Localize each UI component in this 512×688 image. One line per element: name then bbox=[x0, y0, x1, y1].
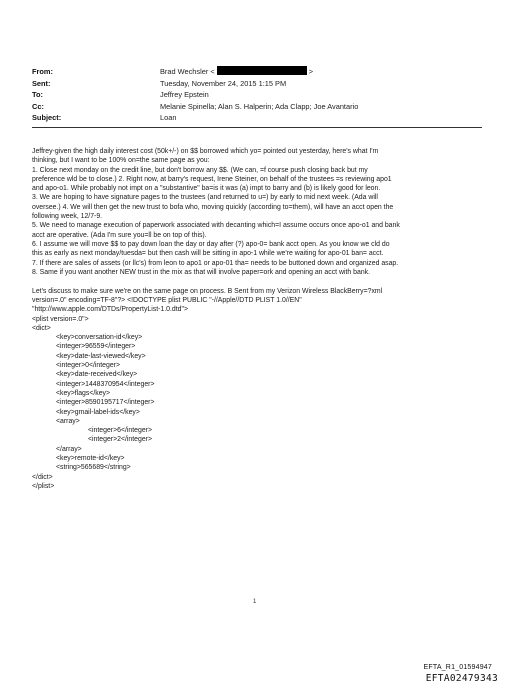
xml-line: <key>conversation-id</key> bbox=[56, 334, 143, 342]
body-line: this as early as next monday/tuesda= but then cash will be sitting in apo-1 while we're waiting for apo-01 ban= acct. bbox=[32, 250, 384, 258]
xml-line: Let's discuss to make sure we're on the same page on process. B Sent from my Verizon Wireless BlackBerry=?xml bbox=[32, 287, 383, 295]
subject-value: Loan bbox=[160, 113, 177, 122]
xml-line: </dict> bbox=[32, 473, 53, 481]
xml-line: <array> bbox=[56, 417, 80, 425]
xml-block bbox=[32, 287, 487, 492]
redaction-box bbox=[217, 66, 307, 75]
xml-line: <key>date-received</key> bbox=[56, 371, 138, 379]
page-number: 1 bbox=[253, 599, 257, 605]
body-line: thinking, but I want to be 100% on=the same page as you: bbox=[32, 157, 210, 165]
to-value: Jeffrey Epstein bbox=[160, 90, 209, 99]
from-value bbox=[160, 66, 313, 78]
from-label: From: bbox=[32, 67, 53, 76]
body-line: 5. We need to manage execution of paperwork associated with decanting which=I assume occurs once apo-o1 and bank bbox=[32, 222, 400, 230]
xml-line: "http://www.apple.com/DTDs/PropertyList-1.0.dtd"> bbox=[32, 306, 188, 314]
email-header bbox=[32, 66, 482, 124]
xml-line: <integer>96559</integer> bbox=[56, 343, 136, 351]
xml-line: <integer>2</integer> bbox=[88, 436, 152, 444]
xml-line: <key>remote-id</key> bbox=[56, 455, 125, 462]
paragraph-gap bbox=[32, 277, 487, 287]
to-label: To: bbox=[32, 90, 43, 99]
to-row bbox=[32, 89, 482, 101]
header-divider bbox=[32, 127, 482, 128]
xml-line: <key>gmail-label-ids</key> bbox=[56, 408, 140, 416]
xml-line: <plist version=.0"> bbox=[32, 315, 89, 323]
cc-label: Cc: bbox=[32, 101, 44, 111]
xml-line: </plist> bbox=[32, 482, 55, 490]
xml-line: <integer>1448370954</integer> bbox=[56, 380, 155, 388]
body-line: oversee.) 4. We will then get the new trust to bofa who, moving quickly (according to=them), will have an acct open the bbox=[32, 203, 394, 211]
xml-line: <integer>6</integer> bbox=[88, 427, 152, 435]
xml-line: <key>date-last-viewed</key> bbox=[56, 352, 146, 360]
body-line: 3. We are hoping to have signature pages to the trustees (and returned to u=) by early to mid next week. (Ada will bbox=[32, 194, 378, 202]
body-line: 6. I assume we will move $$ to pay down loan the day or day after (?) apo-0= bank acct open. As you know we cld do bbox=[32, 240, 390, 248]
body-line: 8. Same if you want another NEW trust in the mix as that will involve paper=ork and opening an acct with bank. bbox=[32, 268, 371, 276]
body-line: Jeffrey-given the high daily interest cost (50k+/-) on $$ borrowed which yo= pointed out yesterday, here's what I'm bbox=[32, 148, 379, 155]
cc-row bbox=[32, 101, 482, 113]
body-line: 1. Close next monday on the credit line, but don't borrow any $$. (We can, =f course push closing back but my bbox=[32, 166, 368, 174]
body-line: 7. If there are sales of assets (or llc's) from leon to apo1 or apo-01 tha= needs to be buttoned down and organized asap. bbox=[32, 259, 399, 267]
body-line: following week, 12/7-9. bbox=[32, 213, 103, 221]
subject-row bbox=[32, 112, 482, 124]
xml-line: <integer>0</integer> bbox=[56, 362, 120, 370]
sent-row bbox=[32, 78, 482, 90]
message-paragraph bbox=[32, 147, 487, 277]
sent-label: Sent: bbox=[32, 78, 51, 88]
bates-number-small: EFTA_R1_01594947 bbox=[423, 664, 492, 671]
from-row bbox=[32, 66, 482, 78]
xml-line: </array> bbox=[56, 445, 82, 453]
email-body bbox=[32, 147, 487, 491]
from-name: Brad Wechsler < bbox=[160, 67, 215, 76]
cc-value: Melanie Spinella; Alan S. Halperin; Ada Clapp; Joe Avantario bbox=[160, 101, 359, 111]
body-line: preference wld be to close.) 2. Right now, at barry's request, Irene Steiner, on behalf of the trustees =s reviewing apo1 bbox=[32, 175, 392, 183]
xml-line: <dict> bbox=[32, 324, 51, 332]
body-line: acct are operative. (Ada I'm sure you=ll be on top of this). bbox=[32, 231, 207, 239]
sent-value: Tuesday, November 24, 2015 1:15 PM bbox=[160, 78, 287, 88]
xml-line: <string>565689</string> bbox=[56, 464, 131, 472]
bates-number-large: EFTA02479343 bbox=[425, 673, 498, 684]
xml-line: <integer>8590195717</integer> bbox=[56, 399, 155, 407]
xml-line: version=.0" encoding=TF-8"?> <!DOCTYPE plist PUBLIC "-//Apple//DTD PLIST 1.0//EN" bbox=[32, 296, 302, 304]
from-suffix: > bbox=[308, 67, 314, 76]
subject-label: Subject: bbox=[32, 113, 62, 122]
body-line: and apo-o1. While probably not impt on a "substantive" ba=is it was (a) impt to barry and (b) is likely good for leon. bbox=[32, 185, 381, 193]
xml-line: <key>flags</key> bbox=[56, 389, 111, 397]
